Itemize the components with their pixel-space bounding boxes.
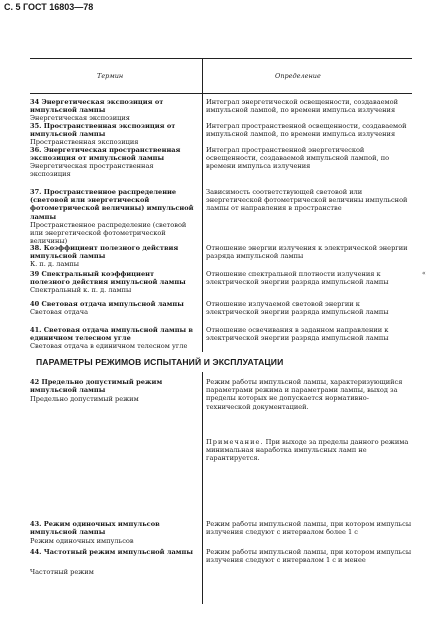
synonym-35: Пространственная экспозиция [30,138,139,146]
definition-44: Режим работы импульсной лампы, при котором импульсы излучения следуют с интервалом 1 с и менее [206,548,412,565]
definition-40: Отношение излучаемой световой энергии к электрической энергии разряда импульсной лампы [206,300,389,317]
term-36: 36. Энергетическая пространственная экспозиция от импульсной лампы [30,146,181,163]
synonym-34: Энергетическая экспозиция [30,114,130,122]
column-header-term: Термин [97,72,124,80]
note-text: При выходе за пределы данного режима минимальная наработка импульсных ламп не гарантируется. [206,438,409,463]
synonym-41: Световая отдача в единичном телесном угле [30,342,188,350]
term-41: 41. Световая отдача импульсной лампы в единичном телесном угле [30,326,194,343]
synonym-40: Световая отдача [30,308,89,316]
definition-36: Интеграл пространственной энергетической освещенности, создаваемой импульсной лампой, по времени импульса излучения [206,146,390,171]
term-35: 35. Пространственная экспозиция от импульсной лампы [30,122,176,139]
definition-34: Интеграл энергетической освещенности, создаваемой импульсной лампой, по времени импульса излучения [206,98,399,115]
section-title: ПАРАМЕТРЫ РЕЖИМОВ ИСПЫТАНИЙ И ЭКСПЛУАТАЦИИ [36,357,284,367]
term-42: 42 Предельно допустимый режим импульсной лампы [30,378,163,395]
note-42 [206,438,412,463]
synonym-44: Частотный режим [30,568,94,576]
synonym-42: Предельно допустимый режим [30,395,139,403]
margin-mark: « [422,270,426,277]
note-label: Примечание. [206,438,264,446]
column-divider [202,58,203,352]
page-header: С. 5 ГОСТ 16803—78 [4,2,94,12]
definition-43: Режим работы импульсной лампы, при котором импульсы излучения следуют с интервалом более 1 с [206,520,412,537]
definition-41: Отношение освечивания в заданном направлении к электрической энергии разряда импульсной лампы [206,326,389,343]
term-38: 38. Коэффициент полезного действия импульсной лампы [30,244,179,261]
synonym-37: Пространственное распределение (световой или энергетической фотометрической величины) [30,221,187,246]
column-divider [202,372,203,604]
synonym-43: Режим одиночных импульсов [30,537,134,545]
term-44: 44. Частотный режим импульсной лампы [30,548,193,556]
synonym-39: Спектральный к. п. д. лампы [30,286,132,294]
table-header [30,58,412,94]
synonym-36: Энергетическая пространственная экспозиция [30,162,154,179]
synonym-38: К. п. д. лампы [30,260,80,268]
definition-39: Отношение спектральной плотности излучения к электрической энергии разряда импульсной лампы [206,270,389,287]
definition-42: Режим работы импульсной лампы, характеризующийся параметрами режима и параметрами лампы, выход за пределы которых не допускается нормативно-технической документацией. [206,378,403,411]
definition-38: Отношение энергии излучения к электрической энергии разряда импульсной лампы [206,244,408,261]
term-43: 43. Режим одиночных импульсов импульсной лампы [30,520,160,537]
term-37: 37. Пространственное распределение (световой или энергетической фотометрической величины) импульсной лампы [30,188,194,221]
term-40: 40 Световая отдача импульсной лампы [30,300,184,308]
term-39: 39 Спектральный коэффициент полезного действия импульсной лампы [30,270,186,287]
term-34: 34 Энергетическая экспозиция от импульсной лампы [30,98,164,115]
column-header-definition: Определение [275,72,321,80]
definition-37: Зависимость соответствующей световой или энергетической фотометрической величины импульсной лампы от направления в пространстве [206,188,408,213]
definition-35: Интеграл пространственной освещенности, создаваемой импульсной лампой, по времени импульса излучения [206,122,407,139]
